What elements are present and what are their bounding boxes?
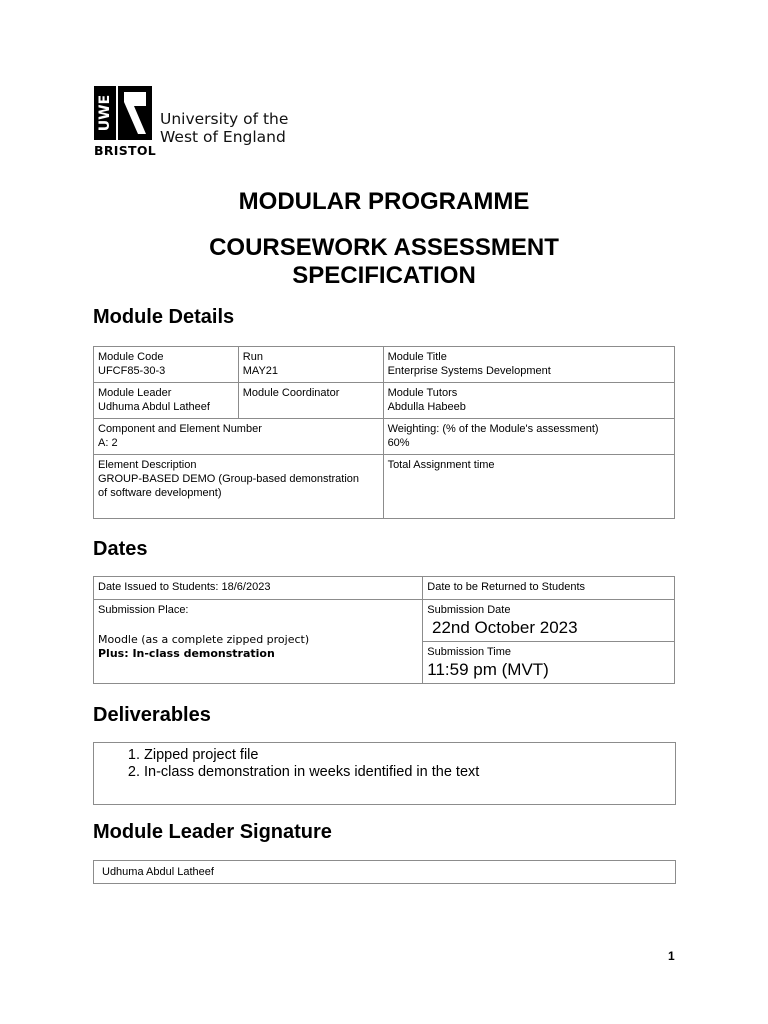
module-details-table [93,346,675,519]
total-time-label: Total Assignment time [387,459,495,471]
deliverables-heading: Deliverables [93,704,211,726]
module-title-cell [383,347,674,383]
weighting-label: Weighting: (% of the Module's assessment) [387,423,599,435]
submission-place-line1: Moodle (as a complete zipped project) [98,633,310,646]
module-title-label: Module Title [387,351,447,363]
module-tutors-value: Abdulla Habeeb [387,401,466,413]
submission-date-label: Submission Date [427,604,511,616]
signature-box [93,860,676,884]
logo-mark-text: UWE [97,94,113,132]
date-issued-cell: Date Issued to Students: 18/6/2023 [94,577,423,600]
university-name [160,110,288,146]
element-description-line1: GROUP-BASED DEMO (Group-based demonstration [98,473,360,485]
deliverables-box [93,742,676,805]
module-leader-label: Module Leader [98,387,172,399]
run-value: MAY21 [242,365,279,377]
module-code-cell [94,347,239,383]
weighting-cell [383,419,674,455]
module-leader-cell [94,383,239,419]
submission-time-cell [423,642,675,684]
submission-time-value: 11:59 pm (MVT) [427,660,549,679]
signature-name: Udhuma Abdul Latheef [102,866,214,878]
module-tutors-label: Module Tutors [387,387,458,399]
run-cell [238,347,383,383]
module-coordinator-label: Module Coordinator [242,387,340,399]
deliverable-item: 2. In-class demonstration in weeks identified in the text [144,764,675,781]
page-subtitle-line1: COURSEWORK ASSESSMENT [209,234,559,261]
module-leader-value: Udhuma Abdul Latheef [98,401,210,413]
module-code-value: UFCF85-30-3 [98,365,166,377]
logo-city: BRISTOL [94,143,157,158]
page-subtitle-line2: SPECIFICATION [292,262,476,289]
submission-place-line2: Plus: In-class demonstration [98,647,275,660]
signature-heading: Module Leader Signature [93,821,332,843]
university-name-line1: University of the [160,110,289,128]
submission-place-cell [94,600,423,684]
dates-heading: Dates [93,538,148,560]
university-name-line2: West of England [160,128,286,146]
module-coordinator-cell [238,383,383,419]
module-tutors-cell [383,383,674,419]
date-returned-cell: Date to be Returned to Students [423,577,675,600]
submission-date-cell [423,600,675,642]
dates-table [93,576,675,684]
element-description-label: Element Description [98,459,197,471]
component-cell [94,419,384,455]
submission-time-label: Submission Time [427,646,512,658]
page-title: MODULAR PROGRAMME [238,188,530,215]
component-value: A: 2 [98,437,118,449]
submission-place-label: Submission Place: [98,604,189,616]
module-code-label: Module Code [98,351,164,363]
university-logo [94,86,294,158]
element-description-cell [94,455,384,519]
component-label: Component and Element Number [98,423,262,435]
module-details-heading: Module Details [93,306,235,328]
deliverable-item: 1. Zipped project file [144,747,675,764]
page-number: 1 [668,949,675,963]
element-description-line2: of software development) [98,487,222,499]
submission-date-value: 22nd October 2023 [427,618,578,637]
total-time-cell [383,455,674,519]
weighting-value: 60% [387,437,410,449]
module-title-value: Enterprise Systems Development [387,365,551,377]
run-label: Run [242,351,263,363]
deliverables-list [94,747,675,781]
uwe-logo-mark-icon [94,86,154,140]
